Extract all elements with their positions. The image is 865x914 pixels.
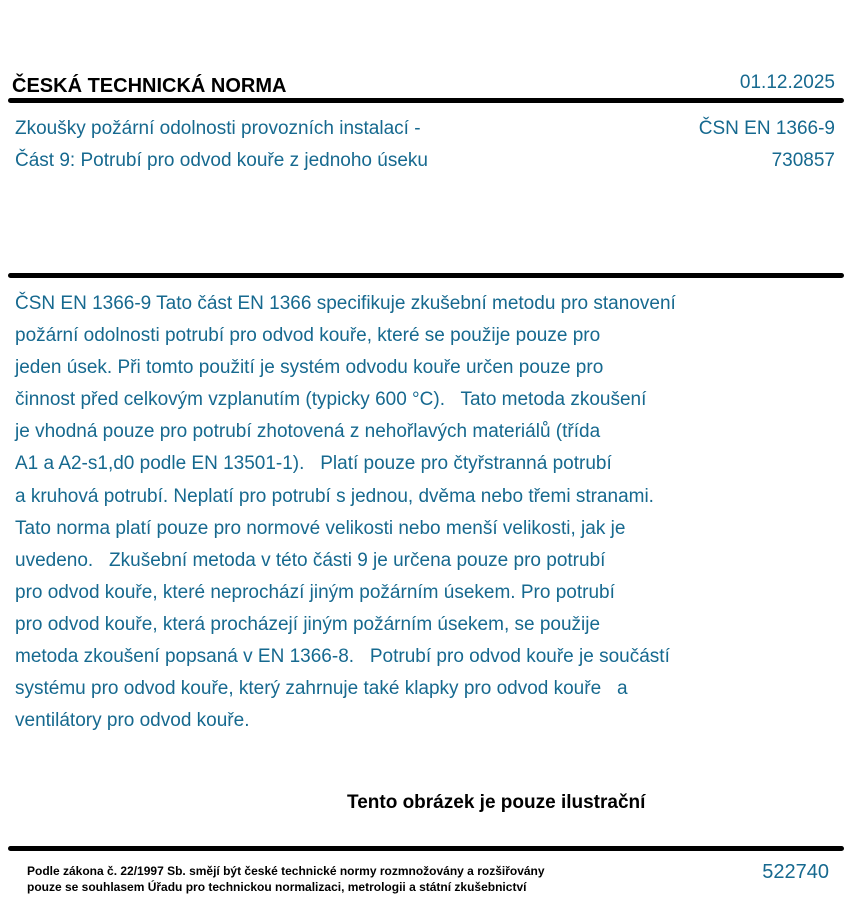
class-code: 730857 [771,150,835,171]
subtitle-line-2: Část 9: Potrubí pro odvod kouře z jednoho úseku [15,150,428,171]
illustration-note: Tento obrázek je pouze ilustrační [347,792,646,813]
abstract-line: systému pro odvod kouře, který zahrnuje také klapky pro odvod kouře a [15,678,628,700]
footer-code: 522740 [762,861,829,883]
abstract-line: jeden úsek. Při tomto použití je systém odvodu kouře určen pouze pro [15,357,604,379]
footer-rule [8,846,844,851]
subtitle-line-1: Zkoušky požární odolnosti provozních instalací - [15,118,421,139]
document-type-title: ČESKÁ TECHNICKÁ NORMA [12,75,287,97]
header-rule [8,98,844,103]
abstract-line: požární odolnosti potrubí pro odvod kouře, které se použije pouze pro [15,325,601,347]
abstract-line: A1 a A2-s1,d0 podle EN 13501-1). Platí pouze pro čtyřstranná potrubí [15,453,612,475]
legal-notice [27,863,545,895]
abstract-line: ventilátory pro odvod kouře. [15,710,250,732]
abstract-line: Tato norma platí pouze pro normové velikosti nebo menší velikosti, jak je [15,517,626,539]
abstract-line: a kruhová potrubí. Neplatí pro potrubí s jednou, dvěma nebo třemi stranami. [15,485,654,507]
abstract-line: ČSN EN 1366-9 Tato část EN 1366 specifikuje zkušební metodu pro stanovení [15,293,676,314]
abstract-line: pro odvod kouře, které neprochází jiným požárním úsekem. Pro potrubí [15,581,615,603]
standard-number: ČSN EN 1366-9 [698,118,835,139]
legal-line-1: Podle zákona č. 22/1997 Sb. smějí být české technické normy rozmnožovány a rozšiřovány [27,864,545,878]
abstract-line: pro odvod kouře, která procházejí jiným požárním úsekem, se použije [15,613,601,635]
abstract-line: činnost před celkovým vzplanutím (typicky 600 °C). Tato metoda zkoušení [15,389,647,411]
section-rule [8,273,844,278]
publication-date: 01.12.2025 [739,72,835,93]
legal-line-2: pouze se souhlasem Úřadu pro technickou normalizaci, metrologii a státní zkušebnictví [27,880,527,894]
abstract-line: uvedeno. Zkušební metoda v této části 9 je určena pouze pro potrubí [15,549,606,571]
abstract-line: metoda zkoušení popsaná v EN 1366-8. Potrubí pro odvod kouře je součástí [15,646,670,668]
abstract-line: je vhodná pouze pro potrubí zhotovená z nehořlavých materiálů (třída [15,421,601,443]
abstract-text [15,288,676,737]
